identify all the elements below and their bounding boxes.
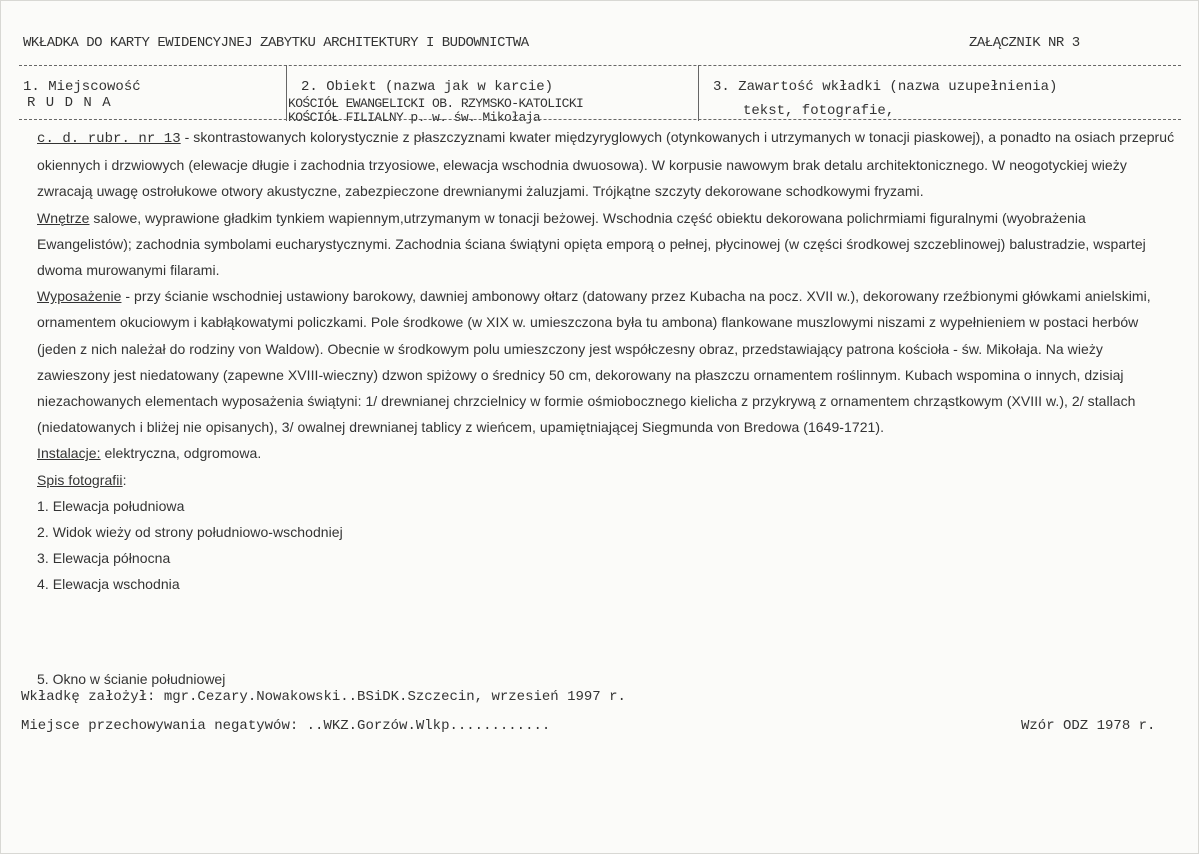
paragraph-furnishings [37,283,1179,440]
section-heading-photos: Spis fotografii [37,471,123,488]
photo-list-item: 2. Widok wieży od strony południowo-wschodniej [37,524,343,541]
section-heading-installations: Instalacje: [37,445,101,462]
object-value-line2: KOŚCIÓŁ FILIALNY p. w. św. Mikołaja [288,110,541,125]
document-body [37,124,1179,598]
photo-list-item: 1. Elewacja południowa [37,497,185,514]
bottom-divider [19,119,1181,120]
contents-value: tekst, fotografie, [743,103,895,119]
object-value-line1: KOŚCIÓŁ EWANGELICKI OB. RZYMSKO-KATOLICKI [288,96,584,111]
negatives-location-line: Miejsce przechowywania negatywów: ..WKZ.Gorzów.Wlkp............ [21,718,551,734]
paragraph-text: - skontrastowanych kolorystycznie z płaszczyznami kwater międzyryglowych (otynkowanych i utrzymanych w tonacji piaskowej), a ponadto na osiach przepruć okiennych i drzwiowych (elewacje długie i zachodnia trzyosiowe, elewacja wschodnia dwuosowa). W korpusie nawowym brak detalu architektonicznego. W neogotyckiej wieży zwracają uwagę ostrołukowe otwory akustyczne, zabezpieczone drewnianymi żaluzjami. Trójkątne szczyty dekorowane schodkowymi fryzami. [37,129,1175,200]
object-label: 2. Obiekt (nazwa jak w karcie) [301,79,554,95]
top-divider [19,65,1181,66]
column-divider-1 [286,65,287,121]
locality-value: R U D N A [27,95,112,111]
paragraph-text: elektryczna, odgromowa. [100,445,262,462]
paragraph-text: salowe, wyprawione gładkim tynkiem wapiennym,utrzymanym w tonacji beżowej. Wschodnia część obiektu dekorowana polichrmiami figuralnymi (wyobrażenia Ewangelistów); zachodnia symbolami eucharystycznymi. Zachodnia ściana świątyni opięta emporą o pełnej, płycinowej (w części środkowej szczeblinowej) balustradzie, wspartej dwoma murowanymi filarami. [37,209,1146,279]
locality-label: 1. Miejscowość [23,79,141,95]
annex-number: ZAŁĄCZNIK NR 3 [969,35,1080,51]
photo-list-item: 3. Elewacja północna [37,550,171,567]
author-line: Wkładkę założył: mgr.Cezary.Nowakowski..BSiDK.Szczecin, wrzesień 1997 r. [21,689,626,705]
photo-list-item: 5. Okno w ścianie południowej [37,671,226,687]
photo-list-item: 4. Elewacja wschodnia [37,576,180,593]
paragraph-continuation [37,124,1179,205]
section-heading-interior: Wnętrze [37,209,90,226]
document-title: WKŁADKA DO KARTY EWIDENCYJNEJ ZABYTKU ARCHITEKTURY I BUDOWNICTWA [23,35,529,51]
paragraph-text: - przy ścianie wschodniej ustawiony barokowy, dawniej ambonowy ołtarz (datowany przez Kubacha na pocz. XVII w.), dekorowany rzeźbionymi główkami anielskimi, ornamentem okuciowym i kabłąkowatymi policzkami. Pole środkowe (w XIX w. umieszczona była tu ambona) flankowane muszlowymi niszami z wypełnieniem w postaci herbów (jeden z nich należał do rodziny von Waldow). Obecnie w środkowym polu umieszczony jest współczesny obraz, przedstawiający patrona kościoła - św. Mikołaja. Na wieży zawieszony jest niedatowany (zapewne XVIII-wieczny) dzwon spiżowy o średnicy 50 cm, dekorowany na płaszczu ornamentem roślinnym. Kubach wspomina o innych, dzisiaj niezachowanych elementach wyposażenia świątyni: 1/ drewnianej chrzcielnicy w formie ośmiobocznego kielicha z przykrywą z ornamentem chrząstkowym (XVIII w.), 2/ stallach (niedatowanych i bliżej nie opisanych), 3/ owalnej drewnianej tablicy z wieńcem, upamiętniającej Siegmunda von Bredowa (1649-1721). [37,288,1151,436]
section-heading-furnishings: Wyposażenie [37,288,122,305]
form-version: Wzór ODZ 1978 r. [1021,718,1156,734]
section-heading-continuation: c. d. rubr. nr 13 [37,131,181,147]
photos-heading-line [37,467,1179,493]
paragraph-installations [37,440,1179,466]
heading-colon: : [122,471,127,488]
column-divider-2 [698,65,699,121]
contents-label: 3. Zawartość wkładki (nazwa uzupełnienia) [713,79,1058,95]
paragraph-interior [37,205,1179,284]
